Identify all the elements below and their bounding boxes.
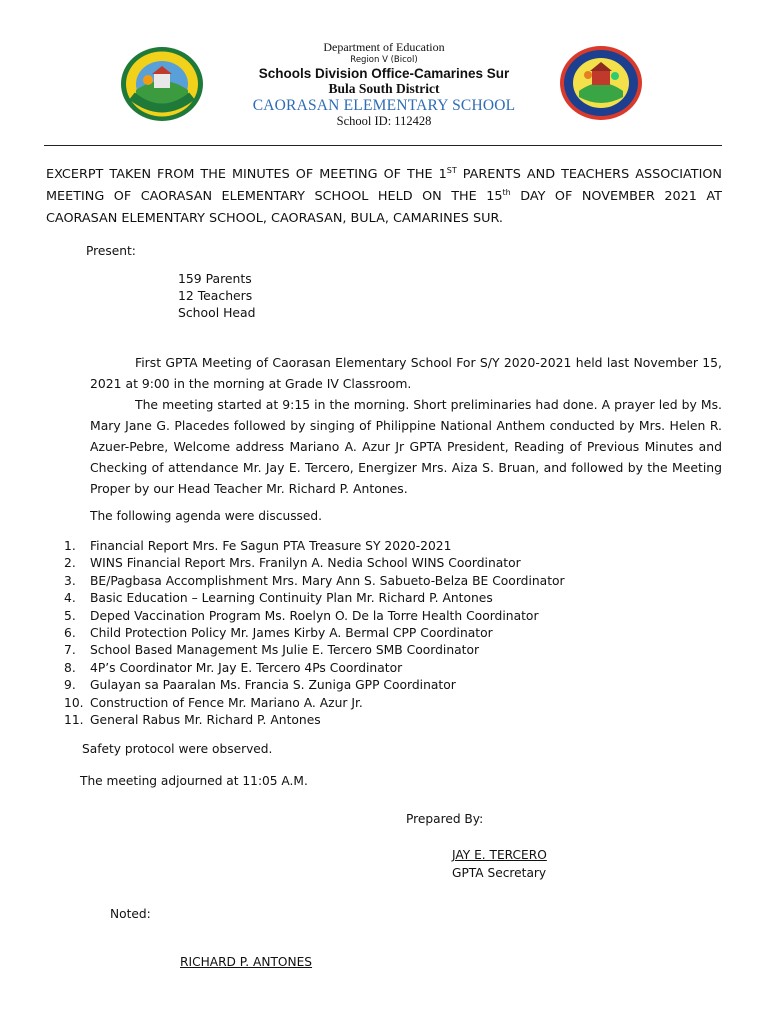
- secretary-position: GPTA Secretary: [452, 866, 547, 880]
- school-name: CAORASAN ELEMENTARY SCHOOL: [252, 97, 516, 114]
- school-id: School ID: 112428: [336, 114, 432, 128]
- region-name: Region V (Bicol): [350, 55, 418, 65]
- list-item: 10. Construction of Fence Mr. Mariano A. Azur Jr.: [64, 695, 363, 710]
- list-item: 11. General Rabus Mr. Richard P. Antones: [64, 712, 321, 727]
- secretary-name: JAY E. TERCERO: [452, 848, 547, 862]
- agenda-intro: The following agenda were discussed.: [90, 509, 322, 523]
- list-item: 6. Child Protection Policy Mr. James Kirby A. Bermal CPP Coordinator: [64, 625, 493, 640]
- prepared-by-label: Prepared By:: [406, 812, 484, 826]
- list-item: 7. School Based Management Ms Julie E. Tercero SMB Coordinator: [64, 643, 480, 658]
- division-name: Schools Division Office-Camarines Sur: [258, 66, 510, 81]
- list-item: 3. BE/Pagbasa Accomplishment Mrs. Mary Ann S. Sabueto-Belza BE Coordinator: [64, 573, 565, 588]
- adjournment-note: The meeting adjourned at 11:05 A.M.: [80, 774, 308, 788]
- head-teacher-name: RICHARD P. ANTONES: [180, 955, 313, 969]
- paragraph-meeting-info: First GPTA Meeting of Caorasan Elementary School For S/Y 2020-2021 held last November 15, 2021 at 9:00 in the morning at Grade IV Classroom.: [90, 355, 722, 391]
- list-item: 5. Deped Vaccination Program Ms. Roelyn O. De la Torre Health Coordinator: [64, 608, 539, 623]
- agenda-list: [64, 538, 565, 729]
- header-divider: [44, 145, 722, 146]
- district-name: Bula South District: [328, 81, 440, 96]
- list-item: 9. Gulayan sa Paaralan Ms. Francia S. Zuniga GPP Coordinator: [64, 678, 456, 693]
- list-item: 4. Basic Education – Learning Continuity Plan Mr. Richard P. Antones: [64, 591, 493, 606]
- noted-label: Noted:: [110, 907, 151, 921]
- present-label: Present:: [86, 244, 136, 258]
- attendee-teachers: 12 Teachers: [178, 288, 253, 303]
- safety-note: Safety protocol were observed.: [82, 742, 273, 756]
- list-item: 2. WINS Financial Report Mrs. Franilyn A. Nedia School WINS Coordinator: [64, 556, 521, 571]
- excerpt-heading: EXCERPT TAKEN FROM THE MINUTES OF MEETING OF THE 1ST PARENTS AND TEACHERS ASSOCIATION MEETING OF CAORASAN ELEMENTARY SCHOOL HELD ON THE 15th DAY OF NOVEMBER 2021 AT CAORASAN ELEMENTARY SCHOOL, CAORASAN, BULA, CAMARINES SUR.: [46, 166, 722, 226]
- list-item: 1. Financial Report Mrs. Fe Sagun PTA Treasure SY 2020-2021: [64, 539, 452, 553]
- list-item: 8. 4P’s Coordinator Mr. Jay E. Tercero 4Ps Coordinator: [64, 660, 403, 675]
- attendee-parents: 159 Parents: [178, 271, 252, 286]
- department-name: Department of Education: [323, 40, 445, 54]
- paragraph-preliminaries: The meeting started at 9:15 in the morning. Short preliminaries had done. A prayer led by Ms. Mary Jane G. Placedes followed by singing of Philippine National Anthem conducted by Mrs. Helen R. Azuer-Pebre, Welcome address Mariano A. Azur Jr GPTA President, Reading of Previous Minutes and Checking of attendance Mr. Jay E. Tercero, Energizer Mrs. Aiza S. Bruan, and followed by the Meeting Proper by our Head Teacher Mr. Richard P. Antones.: [90, 397, 722, 496]
- attendee-school-head: School Head: [178, 305, 256, 320]
